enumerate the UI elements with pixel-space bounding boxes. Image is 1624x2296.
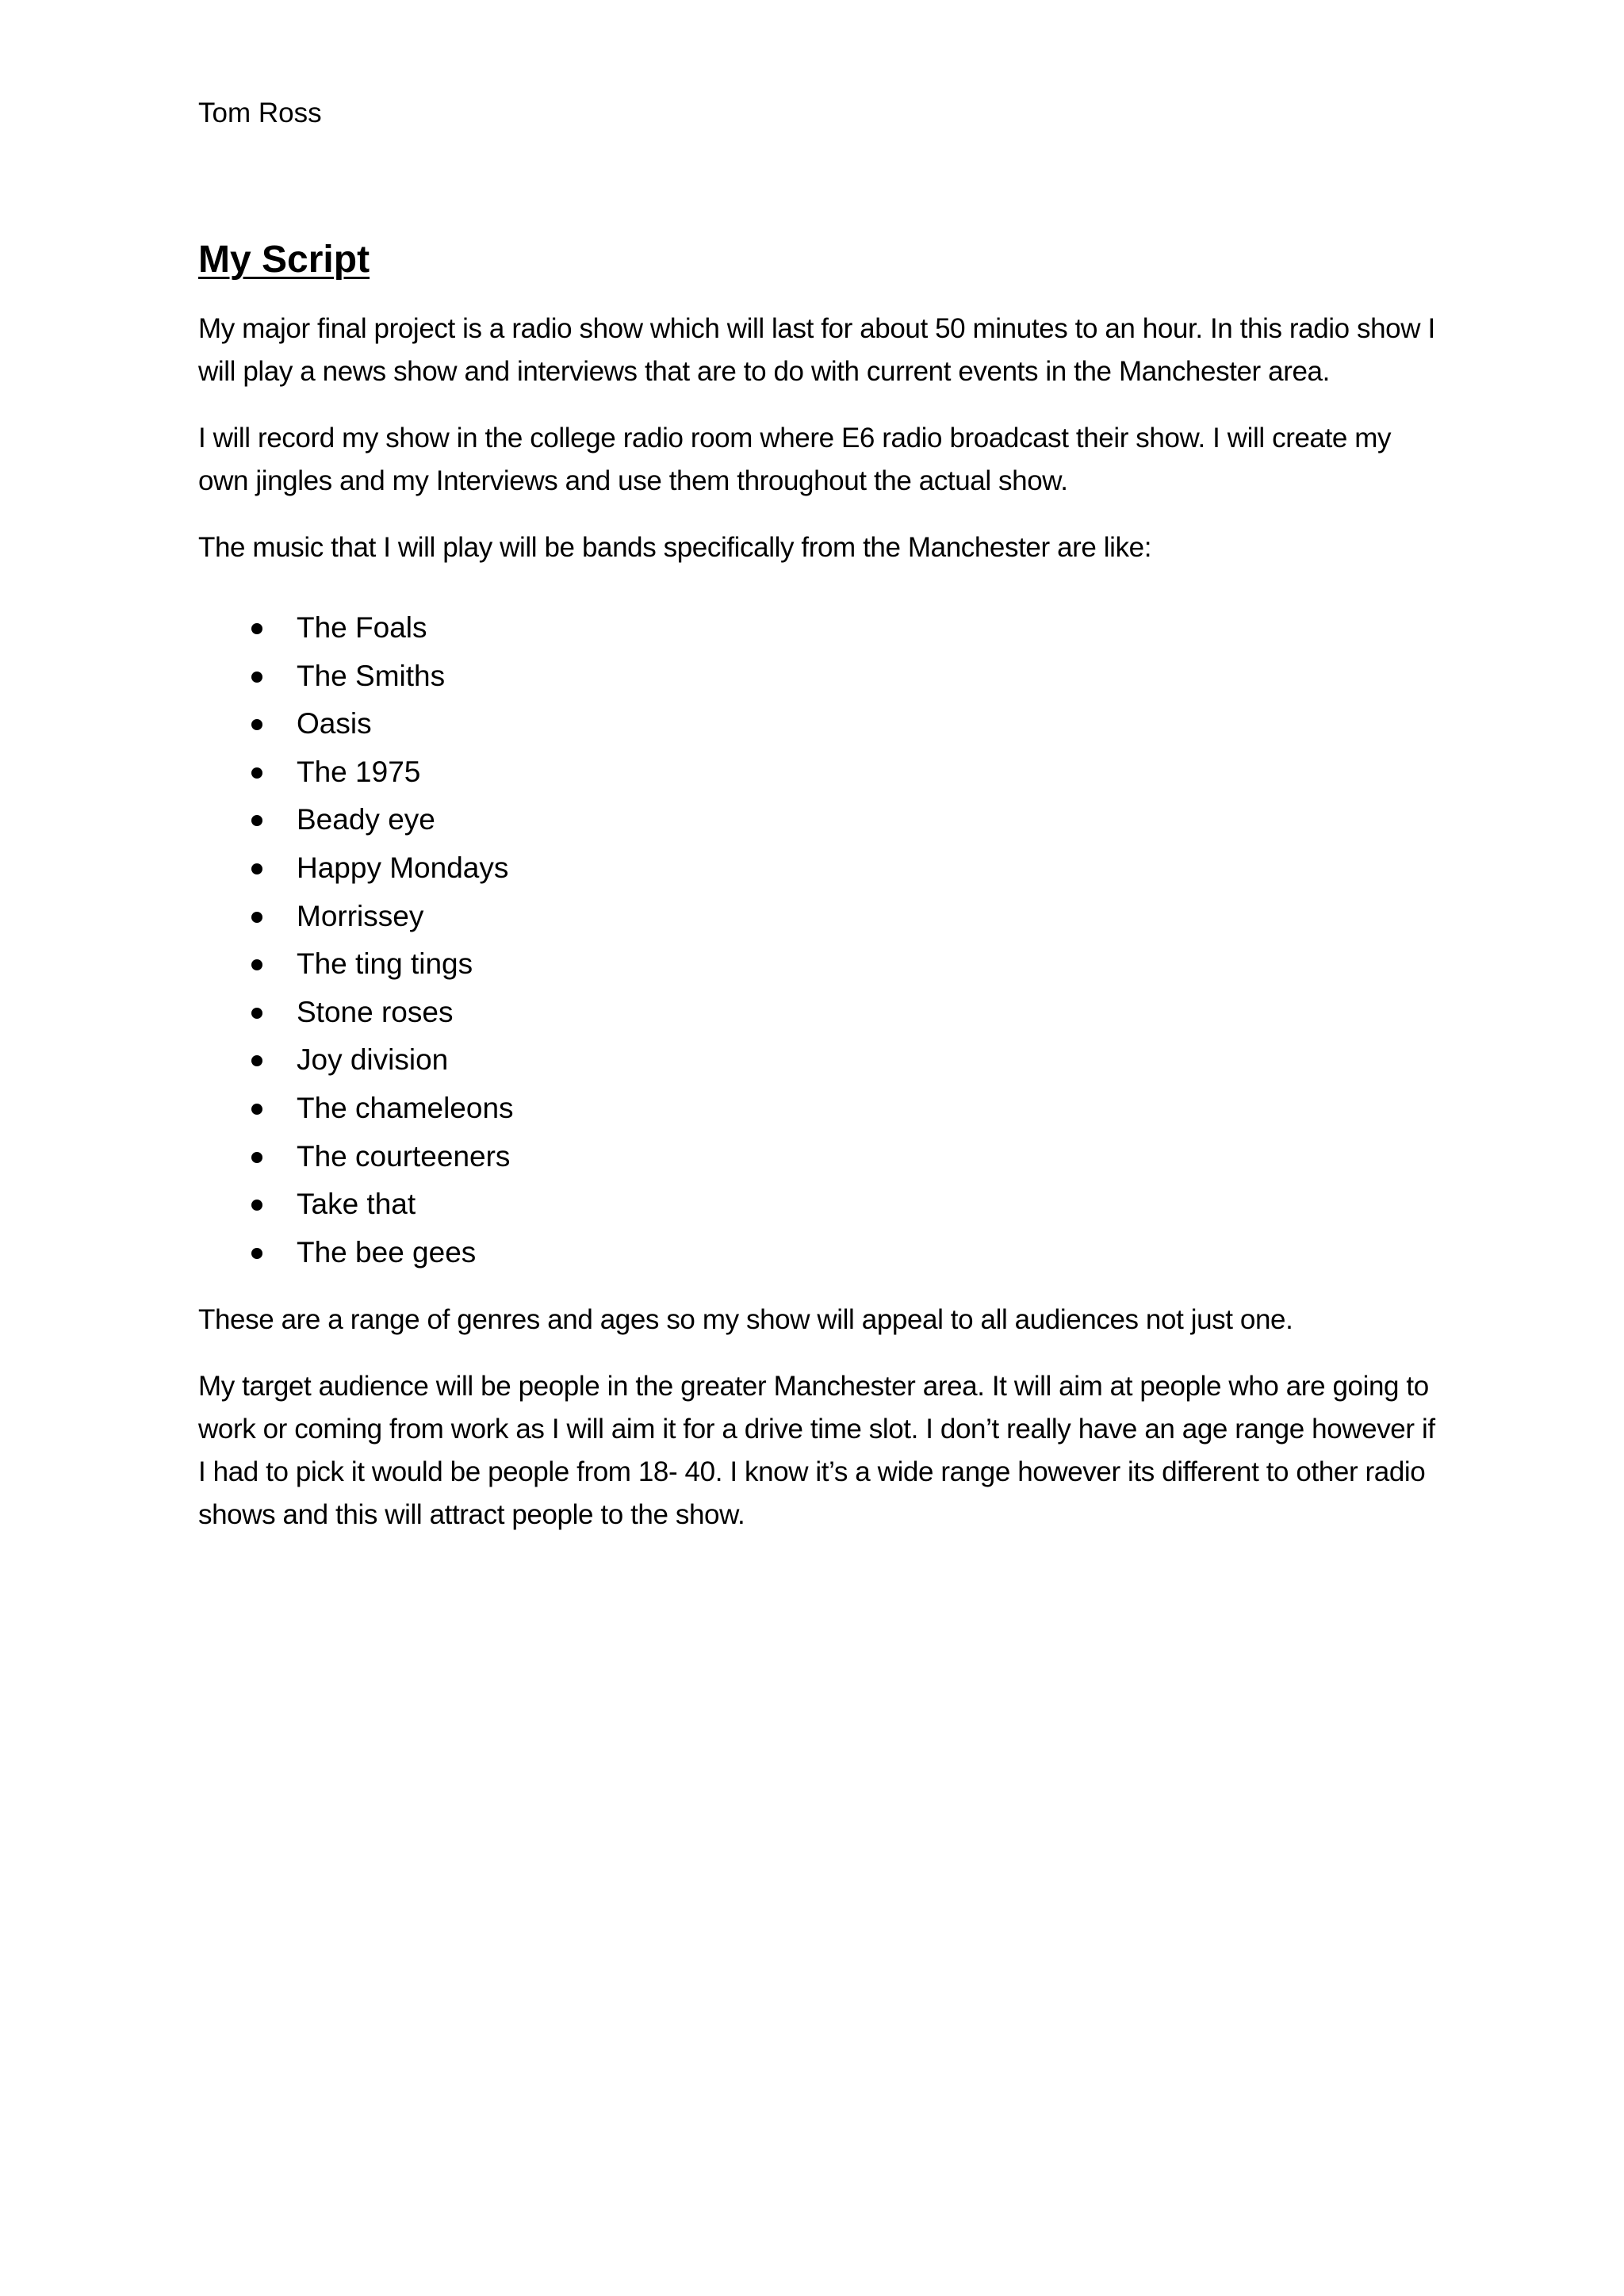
band-name: The Smiths xyxy=(297,659,446,692)
music-intro-paragraph: The music that I will play will be bands specifically from the Manchester are like: xyxy=(198,532,1152,563)
band-list-item xyxy=(198,1133,1435,1181)
band-list xyxy=(198,604,1435,1276)
band-name: The chameleons xyxy=(297,1091,514,1124)
document-body xyxy=(198,94,1435,1536)
band-list-item xyxy=(198,1229,1435,1277)
page-title: My Script xyxy=(198,239,370,281)
bullet-icon xyxy=(251,1200,262,1211)
band-list-item xyxy=(198,748,1435,797)
bullet-icon xyxy=(251,1104,262,1115)
band-name: Take that xyxy=(297,1188,416,1221)
bullet-icon xyxy=(251,1152,262,1163)
band-name: Morrissey xyxy=(297,899,424,932)
bullet-icon xyxy=(251,1008,262,1019)
band-name: Happy Mondays xyxy=(297,851,509,884)
bullet-icon xyxy=(251,672,262,683)
author-name: Tom Ross xyxy=(198,98,322,128)
band-name: The Foals xyxy=(297,611,427,644)
range-paragraph: These are a range of genres and ages so my show will appeal to all audiences not just one. xyxy=(198,1304,1293,1336)
bullet-icon xyxy=(251,863,262,874)
band-name: The bee gees xyxy=(297,1235,477,1269)
band-list-item xyxy=(198,652,1435,701)
bullet-icon xyxy=(251,623,262,634)
bullet-icon xyxy=(251,1248,262,1259)
band-list-item xyxy=(198,940,1435,989)
band-list-item xyxy=(198,844,1435,893)
bullet-icon xyxy=(251,815,262,826)
band-list-item xyxy=(198,796,1435,844)
bullet-icon xyxy=(251,767,262,779)
band-name: Oasis xyxy=(297,707,372,740)
band-list-item xyxy=(198,1181,1435,1229)
recording-paragraph: I will record my show in the college radio room where E6 radio broadcast their show. I will create my own jingles and my Interviews and use them throughout the actual show. xyxy=(198,423,1392,496)
band-list-item xyxy=(198,604,1435,652)
band-name: The courteeners xyxy=(297,1139,511,1173)
bullet-icon xyxy=(251,719,262,730)
band-list-item xyxy=(198,1085,1435,1133)
band-list-item xyxy=(198,700,1435,748)
band-list-item xyxy=(198,1036,1435,1085)
band-name: Stone roses xyxy=(297,995,454,1028)
bullet-icon xyxy=(251,1055,262,1066)
audience-paragraph: My target audience will be people in the greater Manchester area. It will aim at people who are going to work or coming from work as I will aim it for a drive time slot. I don’t really have an age range however if I had to pick it would be people from 18- 40. I know it’s a wide range however its different to other radio shows and this will attract people to the show. xyxy=(198,1371,1435,1531)
band-list-item xyxy=(198,893,1435,941)
band-name: Joy division xyxy=(297,1043,449,1077)
bullet-icon xyxy=(251,959,262,970)
band-list-item xyxy=(198,989,1435,1037)
intro-paragraph: My major final project is a radio show which will last for about 50 minutes to an hour. In this radio show I will play a news show and interviews that are to do with current events in the Manchester area. xyxy=(198,313,1435,387)
band-name: The ting tings xyxy=(297,947,473,981)
band-name: Beady eye xyxy=(297,803,435,836)
bullet-icon xyxy=(251,912,262,923)
band-name: The 1975 xyxy=(297,755,421,788)
